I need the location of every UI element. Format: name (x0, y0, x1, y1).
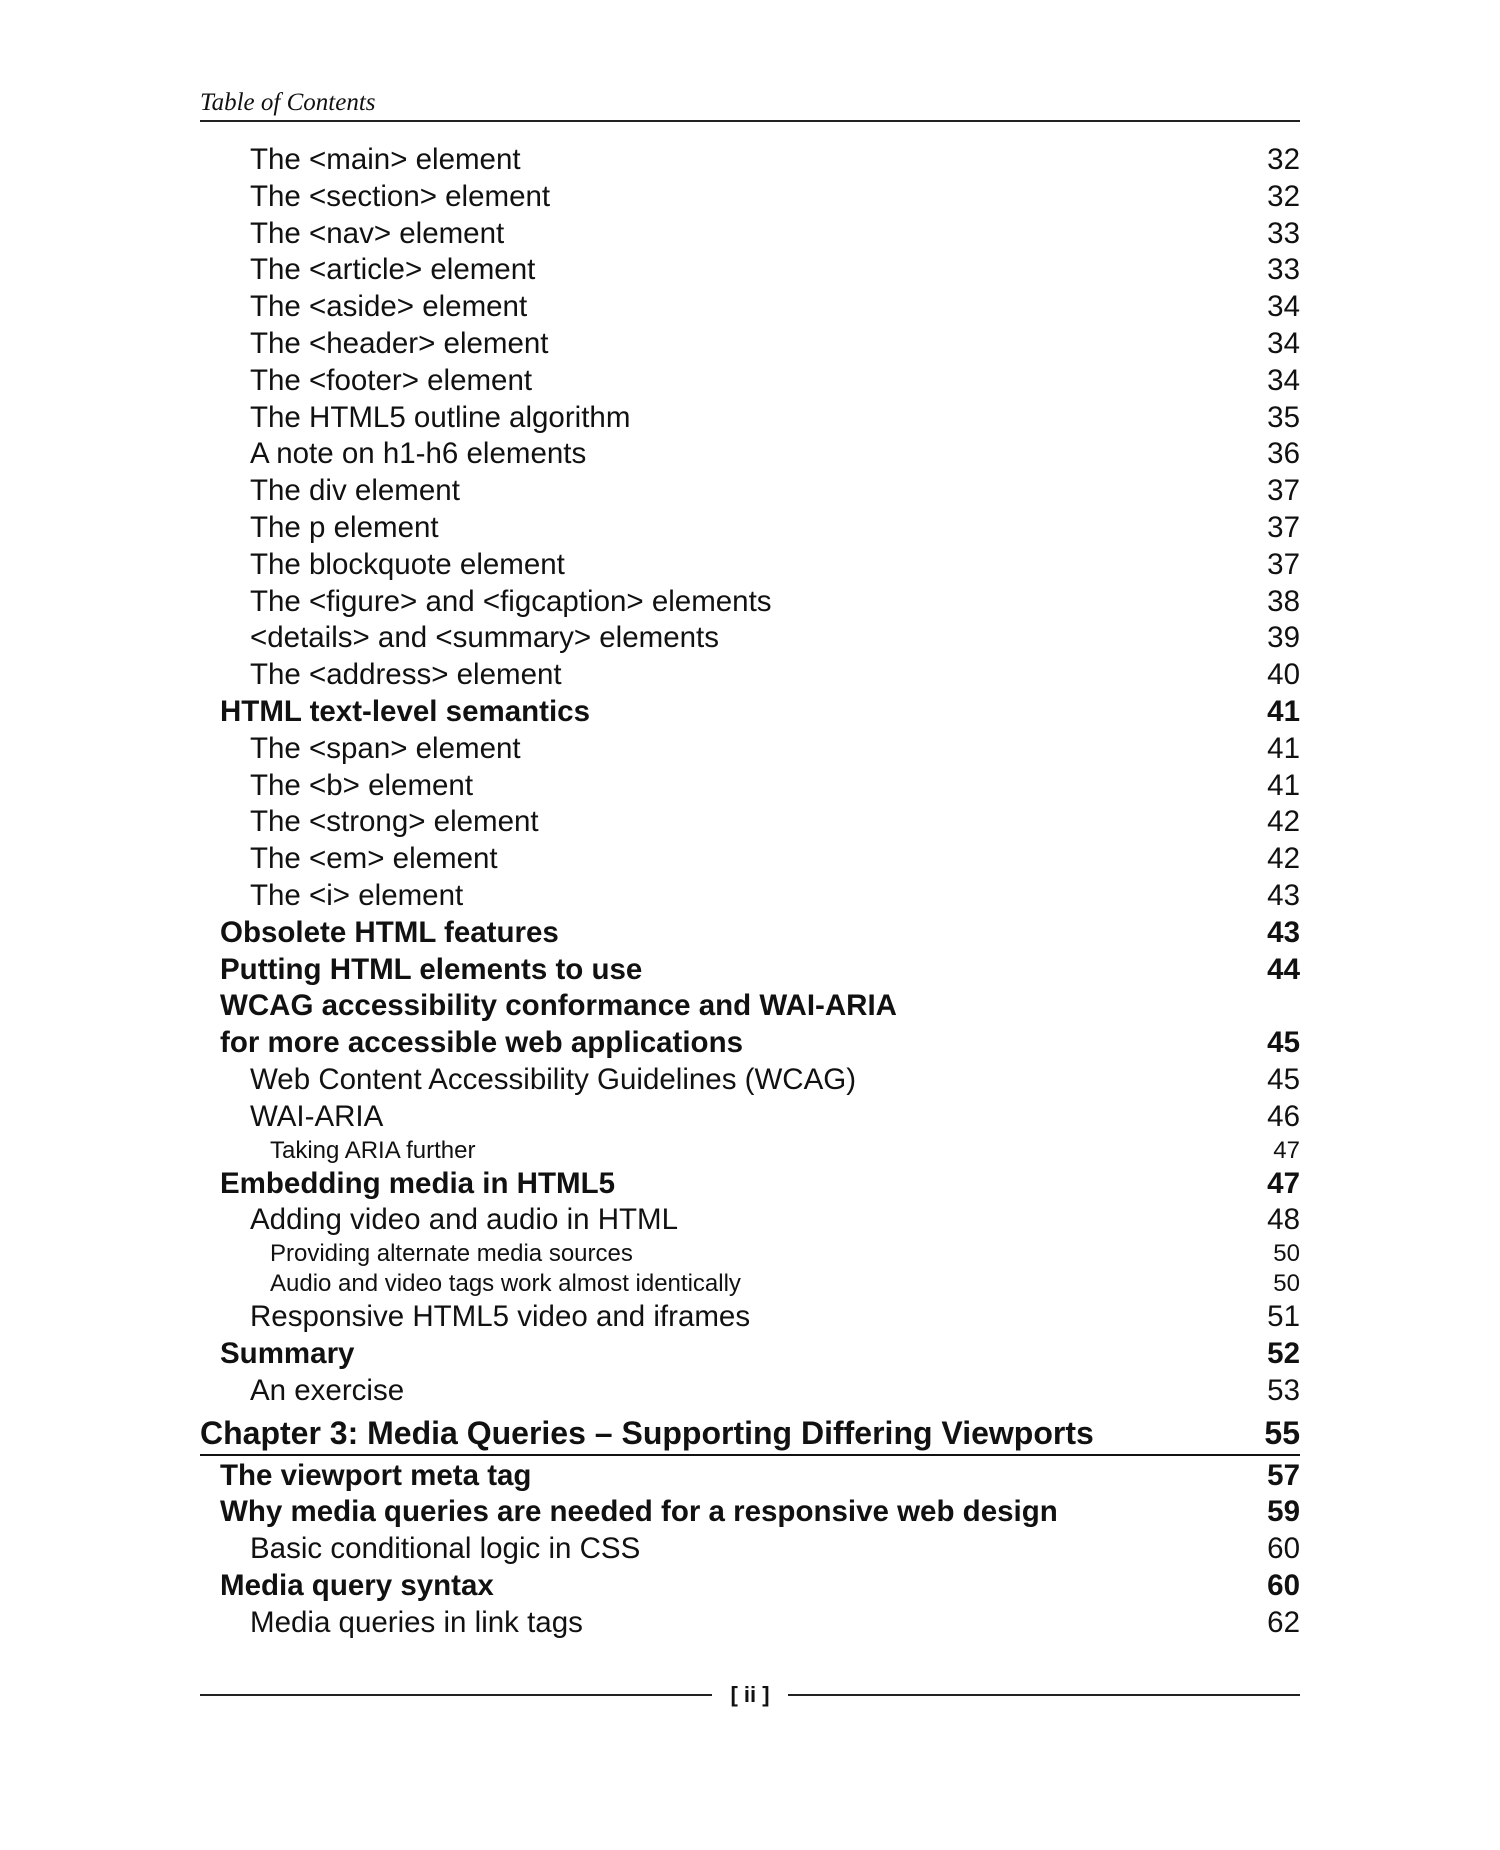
toc-entry-page: 43 (1267, 878, 1300, 912)
footer-rule-left (200, 1694, 712, 1696)
toc-entry-page: 47 (1273, 1136, 1300, 1164)
toc-entry-title: The <aside> element (250, 290, 528, 324)
toc-entry (200, 1099, 1300, 1136)
toc-entry-title: The div element (250, 474, 460, 508)
toc-entry (200, 768, 1300, 805)
toc-entry-page: 62 (1267, 1605, 1300, 1639)
toc-entry-page: 41 (1267, 694, 1300, 728)
toc-entry-page: 33 (1267, 216, 1300, 250)
toc-entry-page: 52 (1267, 1336, 1300, 1370)
toc-entry (200, 1062, 1300, 1099)
toc-entry (200, 363, 1300, 400)
toc-entry-page: 47 (1267, 1166, 1300, 1200)
toc-entry-page: 34 (1267, 290, 1300, 324)
toc-entry-page: 41 (1267, 731, 1300, 765)
toc-entry-title: The blockquote element (250, 547, 565, 581)
toc-entry-title: Embedding media in HTML5 (220, 1166, 615, 1200)
toc-entry-page: 34 (1267, 363, 1300, 397)
toc-entry-page: 32 (1267, 179, 1300, 213)
toc-entry (200, 1531, 1300, 1568)
toc-entry-title: HTML text-level semantics (220, 694, 590, 728)
toc-entry-title: The <footer> element (250, 363, 533, 397)
toc-entry (200, 694, 1300, 731)
toc-entry-page: 33 (1267, 253, 1300, 287)
toc-entry-title: The <em> element (250, 842, 498, 876)
toc-entry-title: for more accessible web applications (220, 1026, 743, 1060)
toc-entry-page: 59 (1267, 1495, 1300, 1529)
toc-entry-page: 57 (1267, 1458, 1300, 1492)
table-of-contents (200, 142, 1300, 1641)
toc-entry-page: 43 (1267, 915, 1300, 949)
toc-entry-page: 34 (1267, 326, 1300, 360)
toc-chapter-entry (200, 1412, 1300, 1456)
toc-entry (200, 915, 1300, 952)
toc-entry (200, 1494, 1300, 1531)
toc-entry-title: Obsolete HTML features (220, 915, 559, 949)
toc-entry-page: 48 (1267, 1203, 1300, 1237)
toc-entry-title: The <strong> element (250, 805, 539, 839)
toc-entry (200, 1336, 1300, 1373)
toc-entry-title: The <nav> element (250, 216, 505, 250)
toc-entry-page: 37 (1267, 547, 1300, 581)
toc-entry-title: Chapter 3: Media Queries – Supporting Differing Viewports (200, 1414, 1094, 1451)
page-header (200, 86, 1300, 122)
toc-entry (200, 841, 1300, 878)
toc-entry (200, 1299, 1300, 1336)
toc-entry (200, 400, 1300, 437)
toc-entry (200, 620, 1300, 657)
toc-entry-page: 37 (1267, 510, 1300, 544)
toc-entry (200, 1605, 1300, 1642)
toc-entry (200, 878, 1300, 915)
toc-entry-title: The <article> element (250, 253, 536, 287)
toc-entry (200, 1239, 1300, 1269)
toc-entry-page: 44 (1267, 952, 1300, 986)
toc-entry-title: Web Content Accessibility Guidelines (WCAG) (250, 1062, 857, 1096)
toc-entry-title: The <b> element (250, 768, 474, 802)
toc-entry (200, 1269, 1300, 1299)
toc-entry (200, 289, 1300, 326)
toc-entry-page: 37 (1267, 474, 1300, 508)
page-footer (200, 1682, 1300, 1708)
toc-entry-page: 32 (1267, 143, 1300, 176)
toc-entry (200, 804, 1300, 841)
toc-entry-title: Why media queries are needed for a responsive web design (220, 1495, 1058, 1529)
toc-entry-page: 45 (1267, 1026, 1300, 1060)
toc-entry-title: WCAG accessibility conformance and WAI-ARIA (220, 989, 897, 1023)
toc-entry-title: A note on h1-h6 elements (250, 437, 587, 471)
toc-entry (200, 952, 1300, 989)
toc-entry (200, 731, 1300, 768)
toc-entry (200, 436, 1300, 473)
toc-entry-page: 40 (1267, 658, 1300, 692)
toc-entry-title: WAI-ARIA (250, 1099, 384, 1133)
toc-entry-title: Basic conditional logic in CSS (250, 1532, 641, 1566)
toc-entry-title: Summary (220, 1336, 355, 1370)
running-head: Table of Contents (200, 89, 376, 116)
toc-entry-title: <details> and <summary> elements (250, 621, 719, 655)
toc-entry-page: 60 (1267, 1532, 1300, 1566)
toc-entry-page: 60 (1267, 1568, 1300, 1602)
toc-entry-page: 55 (1264, 1414, 1300, 1451)
toc-entry-title: The <header> element (250, 326, 549, 360)
toc-entry (200, 1202, 1300, 1239)
toc-entry-title: Taking ARIA further (270, 1136, 476, 1164)
toc-entry (200, 326, 1300, 363)
toc-entry-title: Providing alternate media sources (270, 1240, 633, 1268)
toc-entry (200, 584, 1300, 621)
toc-entry-title: The <address> element (250, 658, 562, 692)
toc-entry (200, 1568, 1300, 1605)
toc-entry (200, 473, 1300, 510)
toc-entry-page: 38 (1267, 584, 1300, 618)
toc-entry (200, 988, 1300, 1025)
toc-entry (200, 657, 1300, 694)
toc-entry (200, 510, 1300, 547)
toc-entry-title: Media query syntax (220, 1568, 494, 1602)
toc-entry (200, 1458, 1300, 1495)
toc-entry-title: Media queries in link tags (250, 1605, 583, 1639)
toc-entry (200, 179, 1300, 216)
toc-entry-page: 46 (1267, 1099, 1300, 1133)
toc-entry-page: 36 (1267, 437, 1300, 471)
toc-entry (200, 1025, 1300, 1062)
toc-entry-page: 42 (1267, 805, 1300, 839)
toc-entry-title: The p element (250, 510, 439, 544)
toc-entry-title: Audio and video tags work almost identically (270, 1270, 741, 1298)
toc-entry-title: Responsive HTML5 video and iframes (250, 1300, 751, 1334)
toc-entry-page: 51 (1267, 1300, 1300, 1334)
toc-entry (200, 142, 1300, 179)
toc-entry-title: An exercise (250, 1373, 405, 1407)
footer-rule-right (788, 1694, 1300, 1696)
toc-entry-page: 45 (1267, 1062, 1300, 1096)
toc-entry-page: 39 (1267, 621, 1300, 655)
toc-entry (200, 1136, 1300, 1166)
toc-entry-title: The <figure> and <figcaption> elements (250, 584, 772, 618)
toc-entry (200, 1373, 1300, 1410)
toc-entry-title: Putting HTML elements to use (220, 952, 643, 986)
toc-entry (200, 547, 1300, 584)
toc-entry-title: The <main> element (250, 143, 521, 176)
toc-entry-page: 42 (1267, 842, 1300, 876)
toc-entry-page: 50 (1273, 1270, 1300, 1298)
header-rule (200, 120, 1300, 122)
toc-entry-title: The viewport meta tag (220, 1458, 532, 1492)
toc-entry (200, 1166, 1300, 1203)
toc-entry-page: 53 (1267, 1373, 1300, 1407)
toc-entry-page: 50 (1273, 1240, 1300, 1268)
toc-entry-page: 41 (1267, 768, 1300, 802)
toc-entry-title: Adding video and audio in HTML (250, 1203, 679, 1237)
toc-entry-title: The <span> element (250, 731, 521, 765)
toc-entry-title: The <i> element (250, 878, 464, 912)
toc-entry (200, 252, 1300, 289)
toc-entry (200, 216, 1300, 253)
toc-entry-title: The HTML5 outline algorithm (250, 400, 631, 434)
toc-entry-title: The <section> element (250, 179, 551, 213)
page-number: [ ii ] (730, 1682, 770, 1707)
toc-entry-page: 35 (1267, 400, 1300, 434)
